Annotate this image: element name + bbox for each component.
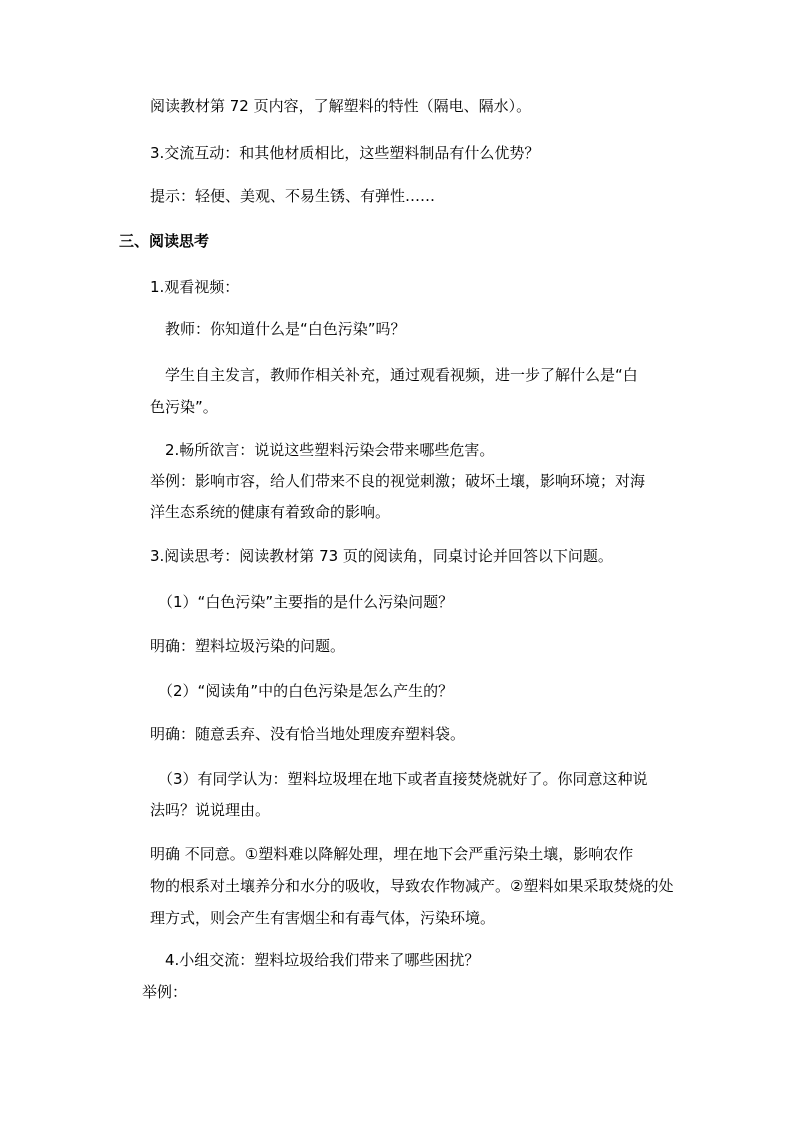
answer-3-line2: 物的根系对土壤养分和水分的吸收，导致农作物减产。②塑料如果采取焚烧的处 [150,877,674,895]
paragraph-exchange-interaction: 3.交流互动：和其他材质相比，这些塑料制品有什么优势？ [150,144,540,162]
answer-2: 明确：随意丢弃、没有恰当地处理废弃塑料袋。 [150,725,466,743]
answer-3-line1: 明确 不同意。①塑料难以降解处理，埋在地下会严重污染土壤，影响农作 [150,845,634,863]
paragraph-group-exchange: 4.小组交流：塑料垃圾给我们带来了哪些困扰？ [165,951,480,969]
question-3-line2: 法吗？说说理由。 [150,801,271,819]
paragraph-reading-thinking-p73: 3.阅读思考：阅读教材第 73 页的阅读角，同桌讨论并回答以下问题。 [150,547,613,565]
paragraph-student-discussion-line1: 学生自主发言，教师作相关补充，通过观看视频，进一步了解什么是“白 [165,366,638,384]
paragraph-example-line2: 洋生态系统的健康有着致命的影响。 [150,503,391,521]
question-2: （2）“阅读角”中的白色污染是怎么产生的？ [158,682,454,700]
paragraph-watch-video: 1.观看视频： [150,278,240,296]
paragraph-teacher-question: 教师：你知道什么是“白色污染”吗？ [165,320,406,338]
question-3-line1: （3）有同学认为：塑料垃圾埋在地下或者直接焚烧就好了。你同意这种说 [158,770,648,788]
paragraph-example-final: 举例： [142,983,188,1001]
paragraph-reading-textbook-p72: 阅读教材第 72 页内容，了解塑料的特性（隔电、隔水）。 [150,97,532,115]
paragraph-speak-freely: 2.畅所欲言：说说这些塑料污染会带来哪些危害。 [165,441,495,459]
paragraph-hint: 提示：轻便、美观、不易生锈、有弹性…… [150,187,436,205]
section-heading-reading-thinking: 三、阅读思考 [119,232,210,250]
paragraph-student-discussion-line2: 色污染”。 [150,398,218,416]
paragraph-example-line1: 举例：影响市容，给人们带来不良的视觉刺激；破坏土壤，影响环境；对海 [150,472,646,490]
answer-3-line3: 理方式，则会产生有害烟尘和有毒气体，污染环境。 [150,909,496,927]
question-1: （1）“白色污染”主要指的是什么污染问题？ [158,593,454,611]
answer-1: 明确：塑料垃圾污染的问题。 [150,637,346,655]
